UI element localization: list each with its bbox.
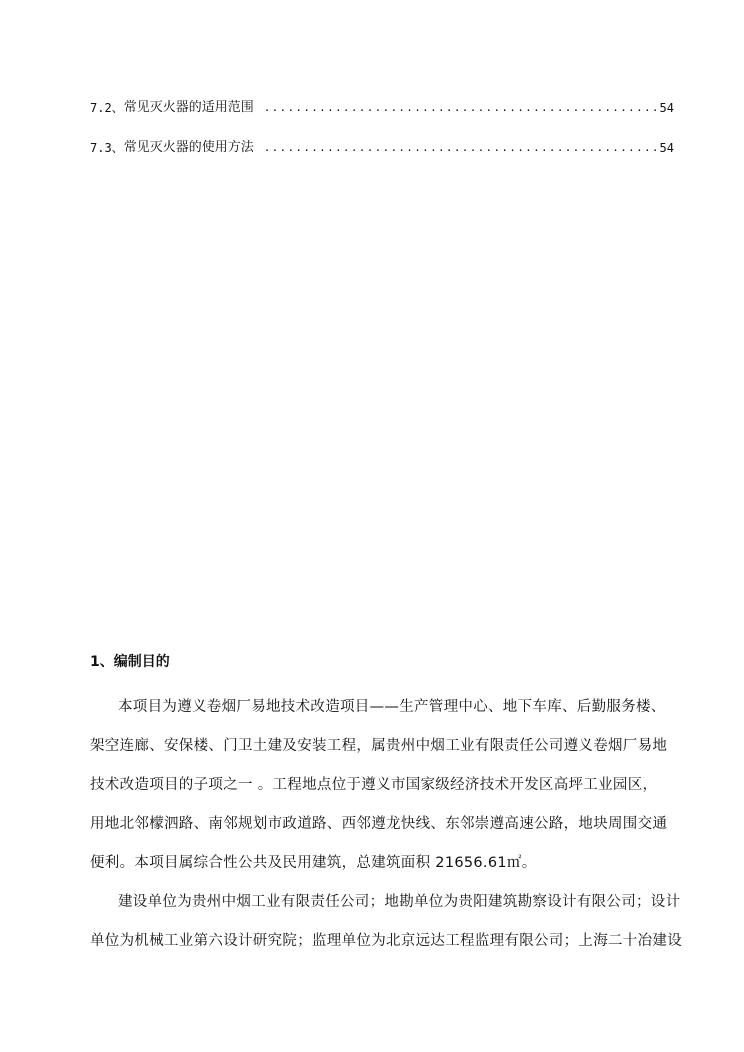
- toc-entry-page: 54: [659, 141, 674, 155]
- paragraph-line: 架空连廊、安保楼、门卫土建及安装工程，属贵州中烟工业有限责任公司遵义卷烟厂易地: [90, 738, 668, 754]
- toc-entry-7-2[interactable]: [90, 98, 674, 118]
- toc-entry-title: 常见灭火器的适用范围: [123, 100, 254, 115]
- toc-dot-leader: [264, 98, 657, 118]
- paragraph-line: 单位为机械工业第六设计研究院；监理单位为北京远达工程监理有限公司；上海二十冶建设: [90, 933, 682, 949]
- paragraph-line: 用地北邻檬泗路、南邻规划市政道路、西邻遵龙快线、东邻崇遵高速公路，地块周围交通: [90, 816, 668, 832]
- toc-entry-7-3[interactable]: [90, 138, 674, 158]
- toc-dot-leader: [264, 138, 657, 158]
- toc-entry-page: 54: [659, 101, 674, 115]
- section-heading: 1、编制目的: [90, 654, 170, 670]
- paragraph-line: 便利。本项目属综合性公共及民用建筑，总建筑面积 21656.61㎡。: [90, 855, 537, 871]
- toc-entry-number: 7.3、: [90, 141, 124, 155]
- toc-entry-number: 7.2、: [90, 101, 124, 115]
- toc-entry-title: 常见灭火器的使用方法: [123, 140, 254, 155]
- paragraph-line: 本项目为遵义卷烟厂易地技术改造项目——生产管理中心、地下车库、后勤服务楼、: [118, 699, 666, 715]
- paragraph-line: 技术改造项目的子项之一 。工程地点位于遵义市国家级经济技术开发区高坪工业园区，: [90, 777, 658, 793]
- paragraph-line: 建设单位为贵州中烟工业有限责任公司；地勘单位为贵阳建筑勘察设计有限公司；设计: [118, 894, 681, 910]
